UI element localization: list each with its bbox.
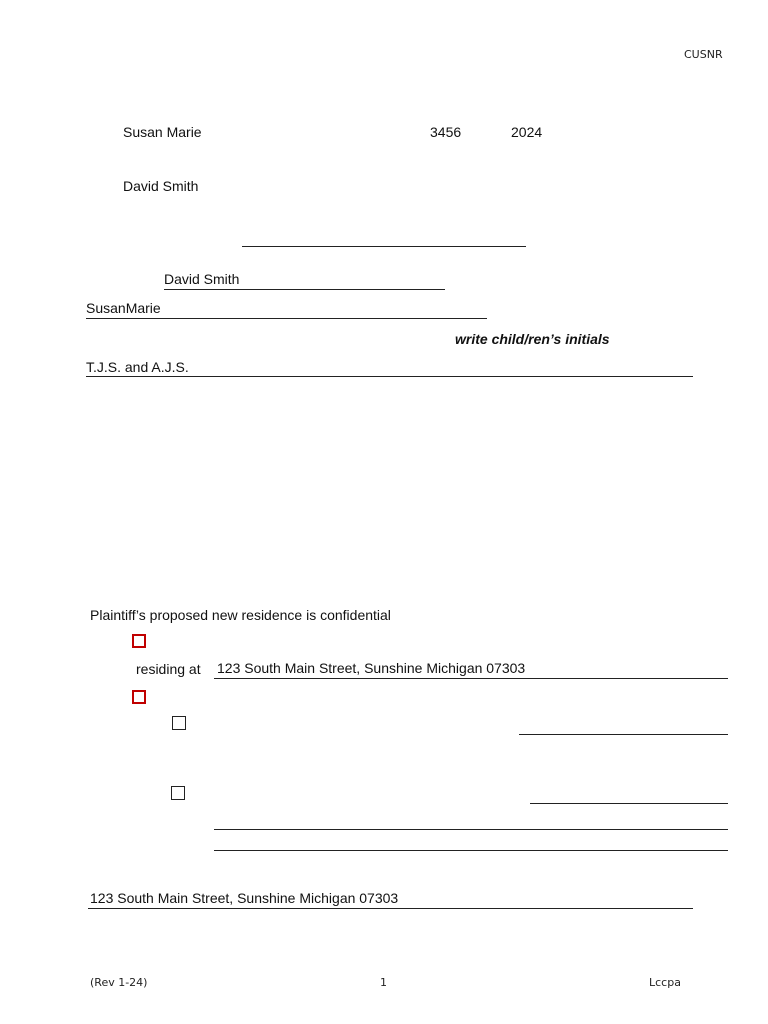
defendant-name: David Smith bbox=[123, 178, 199, 194]
footer-form-id: Lccpa bbox=[649, 976, 681, 989]
plaintiff-fill-text: SusanMarie bbox=[86, 300, 161, 316]
blank-signature-line[interactable] bbox=[242, 246, 526, 247]
plaintiff-name: Susan Marie bbox=[123, 124, 202, 140]
bottom-address-line[interactable] bbox=[88, 908, 693, 909]
plaintiff-fill-line[interactable] bbox=[86, 318, 487, 319]
residing-address-line[interactable] bbox=[214, 678, 728, 679]
residing-at-label: residing at bbox=[136, 661, 201, 677]
blank-line-1[interactable] bbox=[214, 829, 728, 830]
children-initials-text: T.J.S. and A.J.S. bbox=[86, 359, 189, 375]
children-initials-hint: write child/ren’s initials bbox=[455, 331, 610, 347]
defendant-fill-line[interactable] bbox=[164, 289, 445, 290]
checkbox-option-a[interactable] bbox=[172, 716, 186, 730]
children-initials-line[interactable] bbox=[86, 376, 693, 377]
case-year: 2024 bbox=[511, 124, 543, 140]
footer-revision: (Rev 1-24) bbox=[90, 976, 148, 989]
option-a-line[interactable] bbox=[519, 734, 728, 735]
footer-page-number: 1 bbox=[380, 976, 387, 989]
case-number: 3456 bbox=[430, 124, 462, 140]
form-code: CUSNR bbox=[684, 48, 723, 61]
bottom-address-text: 123 South Main Street, Sunshine Michigan 07303 bbox=[90, 890, 399, 906]
residing-address-text: 123 South Main Street, Sunshine Michigan 07303 bbox=[217, 660, 526, 676]
checkbox-confidential[interactable] bbox=[132, 634, 146, 648]
blank-line-2[interactable] bbox=[214, 850, 728, 851]
checkbox-not-confidential[interactable] bbox=[132, 690, 146, 704]
confidential-residence-label: Plaintiff’s proposed new residence is confidential bbox=[90, 607, 391, 623]
checkbox-option-b[interactable] bbox=[171, 786, 185, 800]
defendant-fill-text: David Smith bbox=[164, 271, 240, 287]
option-b-line[interactable] bbox=[530, 803, 728, 804]
